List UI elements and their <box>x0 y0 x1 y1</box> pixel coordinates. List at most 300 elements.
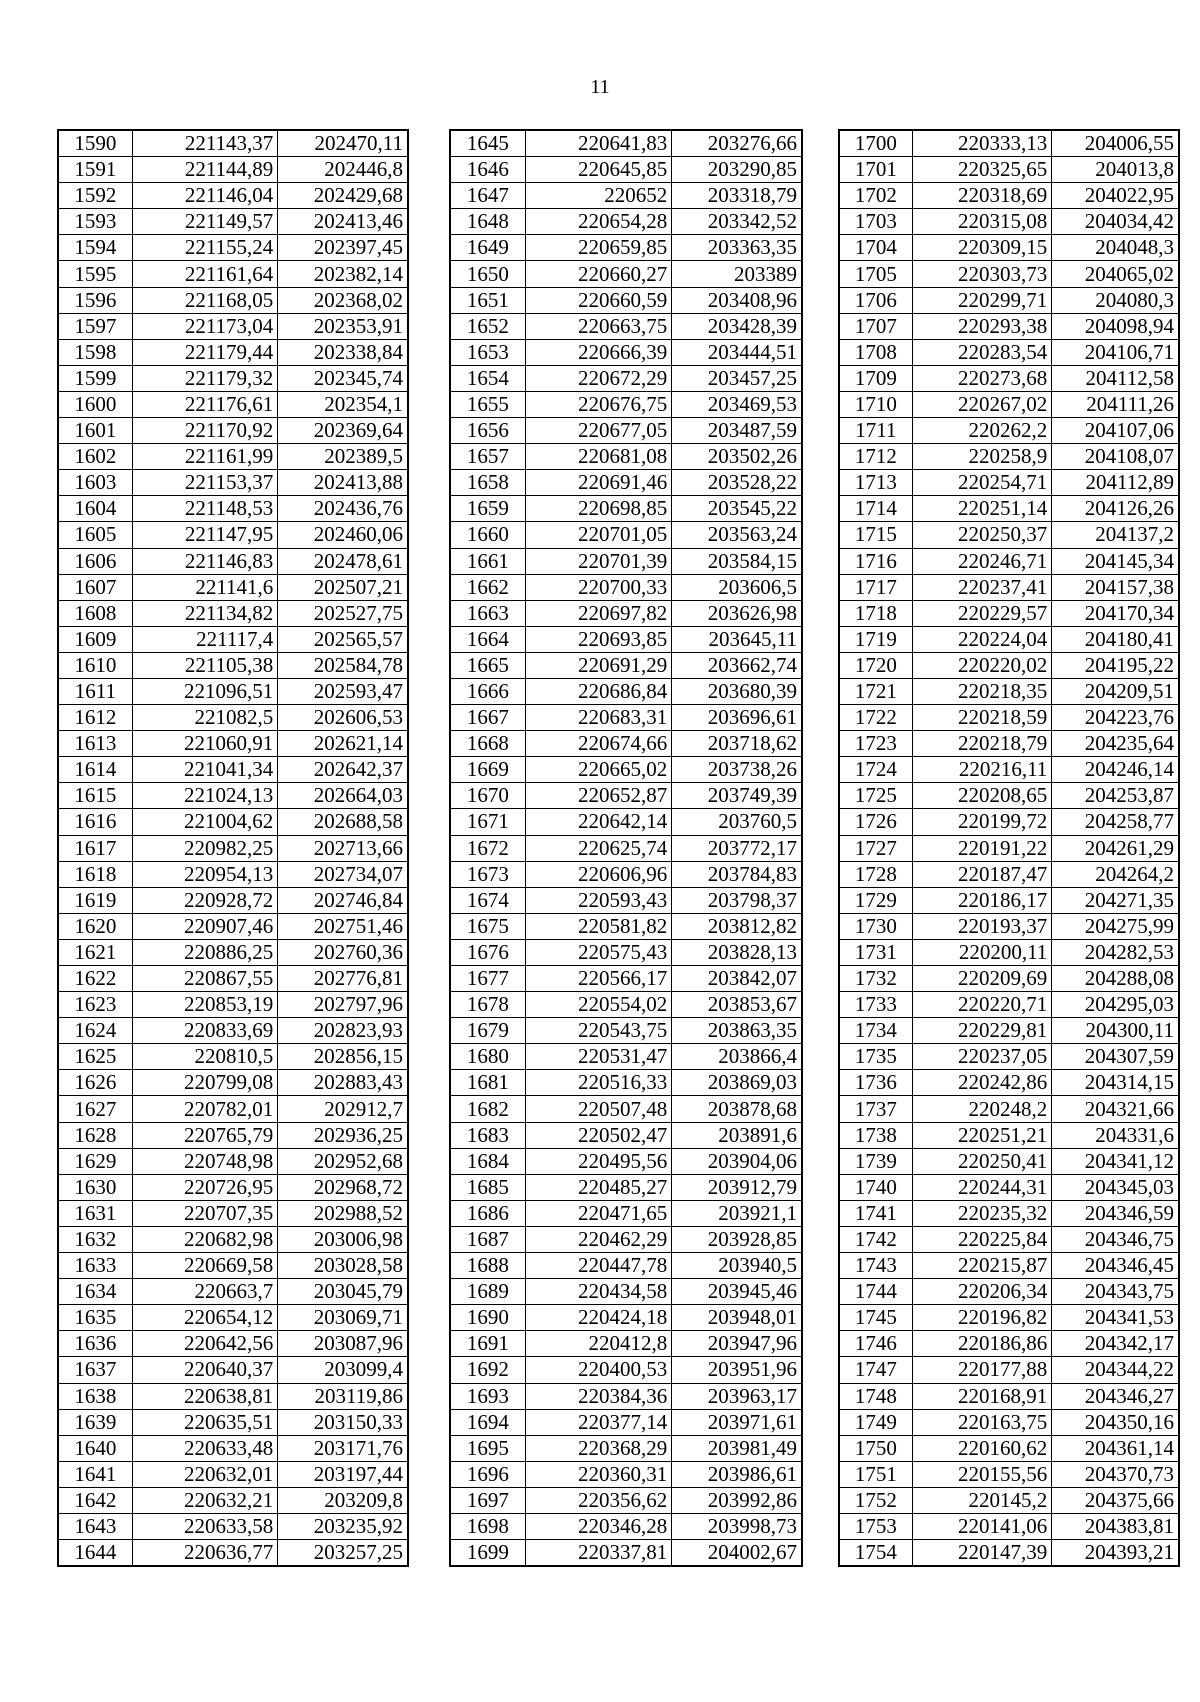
table-row <box>451 600 802 626</box>
x-coordinate-cell: 220218,59 <box>912 705 1052 731</box>
point-number-cell: 1635 <box>59 1305 133 1331</box>
point-number-cell: 1625 <box>59 1044 133 1070</box>
x-coordinate-cell: 221134,82 <box>132 600 278 626</box>
table-row <box>451 391 802 417</box>
x-coordinate-cell: 221179,44 <box>132 339 278 365</box>
table-row <box>59 574 408 600</box>
y-coordinate-cell: 204013,8 <box>1052 157 1179 183</box>
table-row <box>451 861 802 887</box>
table-row <box>840 705 1179 731</box>
x-coordinate-cell: 220315,08 <box>912 209 1052 235</box>
y-coordinate-cell: 204126,26 <box>1052 496 1179 522</box>
x-coordinate-cell: 220309,15 <box>912 235 1052 261</box>
y-coordinate-cell: 202429,68 <box>278 183 408 209</box>
y-coordinate-cell: 204145,34 <box>1052 548 1179 574</box>
y-coordinate-cell: 203342,52 <box>672 209 802 235</box>
y-coordinate-cell: 204111,26 <box>1052 391 1179 417</box>
y-coordinate-cell: 204331,6 <box>1052 1122 1179 1148</box>
y-coordinate-cell: 202621,14 <box>278 731 408 757</box>
point-number-cell: 1721 <box>840 678 913 704</box>
y-coordinate-cell: 203528,22 <box>672 470 802 496</box>
x-coordinate-cell: 221176,61 <box>132 391 278 417</box>
table-row <box>840 365 1179 391</box>
y-coordinate-cell: 202883,43 <box>278 1070 408 1096</box>
table-row <box>59 261 408 287</box>
y-coordinate-cell: 203257,25 <box>278 1540 408 1566</box>
table-row <box>840 574 1179 600</box>
x-coordinate-cell: 220254,71 <box>912 470 1052 496</box>
table-row <box>840 131 1179 157</box>
y-coordinate-cell: 204246,14 <box>1052 757 1179 783</box>
table-row <box>451 887 802 913</box>
y-coordinate-cell: 202856,15 <box>278 1044 408 1070</box>
y-coordinate-cell: 202368,02 <box>278 287 408 313</box>
x-coordinate-cell: 220177,88 <box>912 1357 1052 1383</box>
table-row <box>59 783 408 809</box>
y-coordinate-cell: 203866,4 <box>672 1044 802 1070</box>
table-row <box>451 783 802 809</box>
point-number-cell: 1636 <box>59 1331 133 1357</box>
point-number-cell: 1662 <box>451 574 526 600</box>
y-coordinate-cell: 204112,89 <box>1052 470 1179 496</box>
x-coordinate-cell: 220384,36 <box>525 1383 672 1409</box>
table-row <box>840 1226 1179 1252</box>
table-row <box>59 470 408 496</box>
table-row <box>840 992 1179 1018</box>
x-coordinate-cell: 221153,37 <box>132 470 278 496</box>
y-coordinate-cell: 204157,38 <box>1052 574 1179 600</box>
point-number-cell: 1644 <box>59 1540 133 1566</box>
x-coordinate-cell: 220216,11 <box>912 757 1052 783</box>
point-number-cell: 1630 <box>59 1174 133 1200</box>
x-coordinate-cell: 220191,22 <box>912 835 1052 861</box>
x-coordinate-cell: 220303,73 <box>912 261 1052 287</box>
point-number-cell: 1727 <box>840 835 913 861</box>
x-coordinate-cell: 220681,08 <box>525 444 672 470</box>
y-coordinate-cell: 203662,74 <box>672 652 802 678</box>
point-number-cell: 1608 <box>59 600 133 626</box>
x-coordinate-cell: 220495,56 <box>525 1148 672 1174</box>
table-row <box>59 861 408 887</box>
point-number-cell: 1744 <box>840 1279 913 1305</box>
y-coordinate-cell: 202936,25 <box>278 1122 408 1148</box>
x-coordinate-cell: 220346,28 <box>525 1513 672 1539</box>
y-coordinate-cell: 203150,33 <box>278 1409 408 1435</box>
y-coordinate-cell: 203363,35 <box>672 235 802 261</box>
y-coordinate-cell: 202776,81 <box>278 966 408 992</box>
point-number-cell: 1629 <box>59 1148 133 1174</box>
table-row <box>840 783 1179 809</box>
x-coordinate-cell: 220635,51 <box>132 1409 278 1435</box>
y-coordinate-cell: 204264,2 <box>1052 861 1179 887</box>
point-number-cell: 1609 <box>59 626 133 652</box>
point-number-cell: 1632 <box>59 1226 133 1252</box>
y-coordinate-cell: 203912,79 <box>672 1174 802 1200</box>
table-row <box>840 1331 1179 1357</box>
x-coordinate-cell: 220145,2 <box>912 1487 1052 1513</box>
x-coordinate-cell: 220516,33 <box>525 1070 672 1096</box>
x-coordinate-cell: 220726,95 <box>132 1174 278 1200</box>
point-number-cell: 1689 <box>451 1279 526 1305</box>
y-coordinate-cell: 203428,39 <box>672 313 802 339</box>
table-row <box>59 209 408 235</box>
x-coordinate-cell: 220642,56 <box>132 1331 278 1357</box>
table-row <box>451 313 802 339</box>
table-row <box>451 1435 802 1461</box>
y-coordinate-cell: 203318,79 <box>672 183 802 209</box>
point-number-cell: 1643 <box>59 1513 133 1539</box>
y-coordinate-cell: 202527,75 <box>278 600 408 626</box>
x-coordinate-cell: 220691,46 <box>525 470 672 496</box>
y-coordinate-cell: 204346,27 <box>1052 1383 1179 1409</box>
table-row <box>840 600 1179 626</box>
point-number-cell: 1657 <box>451 444 526 470</box>
point-number-cell: 1738 <box>840 1122 913 1148</box>
y-coordinate-cell: 204295,03 <box>1052 992 1179 1018</box>
y-coordinate-cell: 202988,52 <box>278 1200 408 1226</box>
x-coordinate-cell: 220147,39 <box>912 1540 1052 1566</box>
y-coordinate-cell: 203878,68 <box>672 1096 802 1122</box>
y-coordinate-cell: 203928,85 <box>672 1226 802 1252</box>
x-coordinate-cell: 220810,5 <box>132 1044 278 1070</box>
x-coordinate-cell: 220462,29 <box>525 1226 672 1252</box>
x-coordinate-cell: 220686,84 <box>525 678 672 704</box>
x-coordinate-cell: 220244,31 <box>912 1174 1052 1200</box>
x-coordinate-cell: 221024,13 <box>132 783 278 809</box>
x-coordinate-cell: 220633,58 <box>132 1513 278 1539</box>
point-number-cell: 1705 <box>840 261 913 287</box>
table-row <box>840 1487 1179 1513</box>
point-number-cell: 1693 <box>451 1383 526 1409</box>
point-number-cell: 1684 <box>451 1148 526 1174</box>
table-row <box>840 1305 1179 1331</box>
table-row <box>59 887 408 913</box>
x-coordinate-cell: 220199,72 <box>912 809 1052 835</box>
table-row <box>59 1253 408 1279</box>
y-coordinate-cell: 204271,35 <box>1052 887 1179 913</box>
point-number-cell: 1688 <box>451 1253 526 1279</box>
table-row <box>840 913 1179 939</box>
point-number-cell: 1670 <box>451 783 526 809</box>
point-number-cell: 1748 <box>840 1383 913 1409</box>
x-coordinate-cell: 220356,62 <box>525 1487 672 1513</box>
point-number-cell: 1698 <box>451 1513 526 1539</box>
x-coordinate-cell: 220187,47 <box>912 861 1052 887</box>
point-number-cell: 1720 <box>840 652 913 678</box>
y-coordinate-cell: 203738,26 <box>672 757 802 783</box>
point-number-cell: 1599 <box>59 365 133 391</box>
table-row <box>451 261 802 287</box>
point-number-cell: 1708 <box>840 339 913 365</box>
x-coordinate-cell: 220928,72 <box>132 887 278 913</box>
table-row <box>451 1279 802 1305</box>
table-row <box>840 731 1179 757</box>
table-row <box>840 1200 1179 1226</box>
y-coordinate-cell: 204346,75 <box>1052 1226 1179 1252</box>
table-row <box>451 966 802 992</box>
y-coordinate-cell: 202713,66 <box>278 835 408 861</box>
point-number-cell: 1659 <box>451 496 526 522</box>
point-number-cell: 1637 <box>59 1357 133 1383</box>
y-coordinate-cell: 202470,11 <box>278 131 408 157</box>
y-coordinate-cell: 204006,55 <box>1052 131 1179 157</box>
table-row <box>451 731 802 757</box>
y-coordinate-cell: 204261,29 <box>1052 835 1179 861</box>
table-row <box>59 183 408 209</box>
x-coordinate-cell: 220867,55 <box>132 966 278 992</box>
table-row <box>59 1148 408 1174</box>
table-row <box>451 1383 802 1409</box>
table-row <box>451 1305 802 1331</box>
point-number-cell: 1754 <box>840 1540 913 1566</box>
y-coordinate-cell: 203869,03 <box>672 1070 802 1096</box>
point-number-cell: 1737 <box>840 1096 913 1122</box>
x-coordinate-cell: 220283,54 <box>912 339 1052 365</box>
point-number-cell: 1672 <box>451 835 526 861</box>
point-number-cell: 1597 <box>59 313 133 339</box>
point-number-cell: 1640 <box>59 1435 133 1461</box>
x-coordinate-cell: 220299,71 <box>912 287 1052 313</box>
table-row <box>59 1331 408 1357</box>
point-number-cell: 1687 <box>451 1226 526 1252</box>
table-row <box>840 1383 1179 1409</box>
x-coordinate-cell: 220242,86 <box>912 1070 1052 1096</box>
x-coordinate-cell: 220707,35 <box>132 1200 278 1226</box>
y-coordinate-cell: 202446,8 <box>278 157 408 183</box>
point-number-cell: 1622 <box>59 966 133 992</box>
table-row <box>59 626 408 652</box>
y-coordinate-cell: 202354,1 <box>278 391 408 417</box>
point-number-cell: 1673 <box>451 861 526 887</box>
x-coordinate-cell: 221041,34 <box>132 757 278 783</box>
table-row <box>840 548 1179 574</box>
point-number-cell: 1626 <box>59 1070 133 1096</box>
table-row <box>840 1435 1179 1461</box>
y-coordinate-cell: 204080,3 <box>1052 287 1179 313</box>
x-coordinate-cell: 220400,53 <box>525 1357 672 1383</box>
table-row <box>59 1279 408 1305</box>
point-number-cell: 1668 <box>451 731 526 757</box>
x-coordinate-cell: 221149,57 <box>132 209 278 235</box>
x-coordinate-cell: 220554,02 <box>525 992 672 1018</box>
x-coordinate-cell: 220206,34 <box>912 1279 1052 1305</box>
y-coordinate-cell: 204209,51 <box>1052 678 1179 704</box>
y-coordinate-cell: 203469,53 <box>672 391 802 417</box>
point-number-cell: 1676 <box>451 939 526 965</box>
table-row <box>840 287 1179 313</box>
point-number-cell: 1601 <box>59 418 133 444</box>
y-coordinate-cell: 204346,45 <box>1052 1253 1179 1279</box>
y-coordinate-cell: 204375,66 <box>1052 1487 1179 1513</box>
table-row <box>451 1331 802 1357</box>
point-number-cell: 1675 <box>451 913 526 939</box>
table-row <box>451 626 802 652</box>
y-coordinate-cell: 203749,39 <box>672 783 802 809</box>
x-coordinate-cell: 220186,86 <box>912 1331 1052 1357</box>
y-coordinate-cell: 204253,87 <box>1052 783 1179 809</box>
y-coordinate-cell: 202478,61 <box>278 548 408 574</box>
table-row <box>59 913 408 939</box>
x-coordinate-cell: 221147,95 <box>132 522 278 548</box>
table-row <box>59 1357 408 1383</box>
table-row <box>59 600 408 626</box>
table-row <box>840 339 1179 365</box>
point-number-cell: 1652 <box>451 313 526 339</box>
y-coordinate-cell: 204314,15 <box>1052 1070 1179 1096</box>
x-coordinate-cell: 220663,7 <box>132 1279 278 1305</box>
x-coordinate-cell: 220209,69 <box>912 966 1052 992</box>
x-coordinate-cell: 220652 <box>525 183 672 209</box>
y-coordinate-cell: 203696,61 <box>672 705 802 731</box>
point-number-cell: 1752 <box>840 1487 913 1513</box>
y-coordinate-cell: 203863,35 <box>672 1018 802 1044</box>
x-coordinate-cell: 220251,14 <box>912 496 1052 522</box>
point-number-cell: 1706 <box>840 287 913 313</box>
x-coordinate-cell: 220698,85 <box>525 496 672 522</box>
x-coordinate-cell: 221173,04 <box>132 313 278 339</box>
x-coordinate-cell: 220799,08 <box>132 1070 278 1096</box>
table-row <box>59 548 408 574</box>
x-coordinate-cell: 220273,68 <box>912 365 1052 391</box>
point-number-cell: 1666 <box>451 678 526 704</box>
point-number-cell: 1697 <box>451 1487 526 1513</box>
point-number-cell: 1719 <box>840 626 913 652</box>
coordinate-table-3 <box>839 130 1179 1566</box>
x-coordinate-cell: 220853,19 <box>132 992 278 1018</box>
point-number-cell: 1639 <box>59 1409 133 1435</box>
table-row <box>840 652 1179 678</box>
y-coordinate-cell: 202338,84 <box>278 339 408 365</box>
table-row <box>59 1435 408 1461</box>
point-number-cell: 1607 <box>59 574 133 600</box>
y-coordinate-cell: 204342,17 <box>1052 1331 1179 1357</box>
point-number-cell: 1713 <box>840 470 913 496</box>
point-number-cell: 1728 <box>840 861 913 887</box>
x-coordinate-cell: 220677,05 <box>525 418 672 444</box>
point-number-cell: 1679 <box>451 1018 526 1044</box>
x-coordinate-cell: 220250,37 <box>912 522 1052 548</box>
point-number-cell: 1590 <box>59 131 133 157</box>
x-coordinate-cell: 221143,37 <box>132 131 278 157</box>
x-coordinate-cell: 221179,32 <box>132 365 278 391</box>
point-number-cell: 1605 <box>59 522 133 548</box>
table-row <box>451 1148 802 1174</box>
y-coordinate-cell: 204282,53 <box>1052 939 1179 965</box>
x-coordinate-cell: 220412,8 <box>525 1331 672 1357</box>
table-row <box>451 1226 802 1252</box>
table-row <box>840 444 1179 470</box>
table-row <box>451 1487 802 1513</box>
table-row <box>59 678 408 704</box>
y-coordinate-cell: 203171,76 <box>278 1435 408 1461</box>
point-number-cell: 1750 <box>840 1435 913 1461</box>
point-number-cell: 1677 <box>451 966 526 992</box>
x-coordinate-cell: 220229,57 <box>912 600 1052 626</box>
point-number-cell: 1682 <box>451 1096 526 1122</box>
y-coordinate-cell: 202760,36 <box>278 939 408 965</box>
table-row <box>840 1018 1179 1044</box>
y-coordinate-cell: 202746,84 <box>278 887 408 913</box>
table-row <box>840 1174 1179 1200</box>
table-row <box>59 705 408 731</box>
table-row <box>59 1305 408 1331</box>
table-row <box>840 209 1179 235</box>
table-row <box>451 287 802 313</box>
x-coordinate-cell: 221004,62 <box>132 809 278 835</box>
y-coordinate-cell: 202460,06 <box>278 522 408 548</box>
point-number-cell: 1595 <box>59 261 133 287</box>
y-coordinate-cell: 202436,76 <box>278 496 408 522</box>
table-row <box>59 1200 408 1226</box>
point-number-cell: 1696 <box>451 1461 526 1487</box>
point-number-cell: 1701 <box>840 157 913 183</box>
y-coordinate-cell: 203099,4 <box>278 1357 408 1383</box>
x-coordinate-cell: 220293,38 <box>912 313 1052 339</box>
point-number-cell: 1633 <box>59 1253 133 1279</box>
x-coordinate-cell: 220748,98 <box>132 1148 278 1174</box>
x-coordinate-cell: 220220,71 <box>912 992 1052 1018</box>
table-row <box>59 1540 408 1566</box>
x-coordinate-cell: 220471,65 <box>525 1200 672 1226</box>
x-coordinate-cell: 220160,62 <box>912 1435 1052 1461</box>
point-number-cell: 1600 <box>59 391 133 417</box>
table-row <box>451 809 802 835</box>
x-coordinate-cell: 220485,27 <box>525 1174 672 1200</box>
point-number-cell: 1729 <box>840 887 913 913</box>
x-coordinate-cell: 220447,78 <box>525 1253 672 1279</box>
y-coordinate-cell: 204346,59 <box>1052 1200 1179 1226</box>
y-coordinate-cell: 203951,96 <box>672 1357 802 1383</box>
point-number-cell: 1691 <box>451 1331 526 1357</box>
y-coordinate-cell: 202593,47 <box>278 678 408 704</box>
x-coordinate-cell: 220665,02 <box>525 757 672 783</box>
y-coordinate-cell: 204112,58 <box>1052 365 1179 391</box>
x-coordinate-cell: 220368,29 <box>525 1435 672 1461</box>
x-coordinate-cell: 220543,75 <box>525 1018 672 1044</box>
table-row <box>59 365 408 391</box>
y-coordinate-cell: 204137,2 <box>1052 522 1179 548</box>
table-row <box>451 365 802 391</box>
x-coordinate-cell: 220235,32 <box>912 1200 1052 1226</box>
y-coordinate-cell: 203680,39 <box>672 678 802 704</box>
table-row <box>451 1253 802 1279</box>
point-number-cell: 1653 <box>451 339 526 365</box>
table-row <box>840 157 1179 183</box>
table-row <box>840 470 1179 496</box>
table-row <box>59 1096 408 1122</box>
table-row <box>840 391 1179 417</box>
table-row <box>59 835 408 861</box>
table-row <box>451 1409 802 1435</box>
point-number-cell: 1733 <box>840 992 913 1018</box>
point-number-cell: 1740 <box>840 1174 913 1200</box>
x-coordinate-cell: 220566,17 <box>525 966 672 992</box>
point-number-cell: 1736 <box>840 1070 913 1096</box>
y-coordinate-cell: 204223,76 <box>1052 705 1179 731</box>
x-coordinate-cell: 220193,37 <box>912 913 1052 939</box>
y-coordinate-cell: 203119,86 <box>278 1383 408 1409</box>
point-number-cell: 1714 <box>840 496 913 522</box>
table-row <box>451 444 802 470</box>
point-number-cell: 1596 <box>59 287 133 313</box>
table-row <box>59 287 408 313</box>
point-number-cell: 1741 <box>840 1200 913 1226</box>
x-coordinate-cell: 220186,17 <box>912 887 1052 913</box>
y-coordinate-cell: 202968,72 <box>278 1174 408 1200</box>
x-coordinate-cell: 220660,59 <box>525 287 672 313</box>
table-row <box>451 1122 802 1148</box>
point-number-cell: 1707 <box>840 313 913 339</box>
